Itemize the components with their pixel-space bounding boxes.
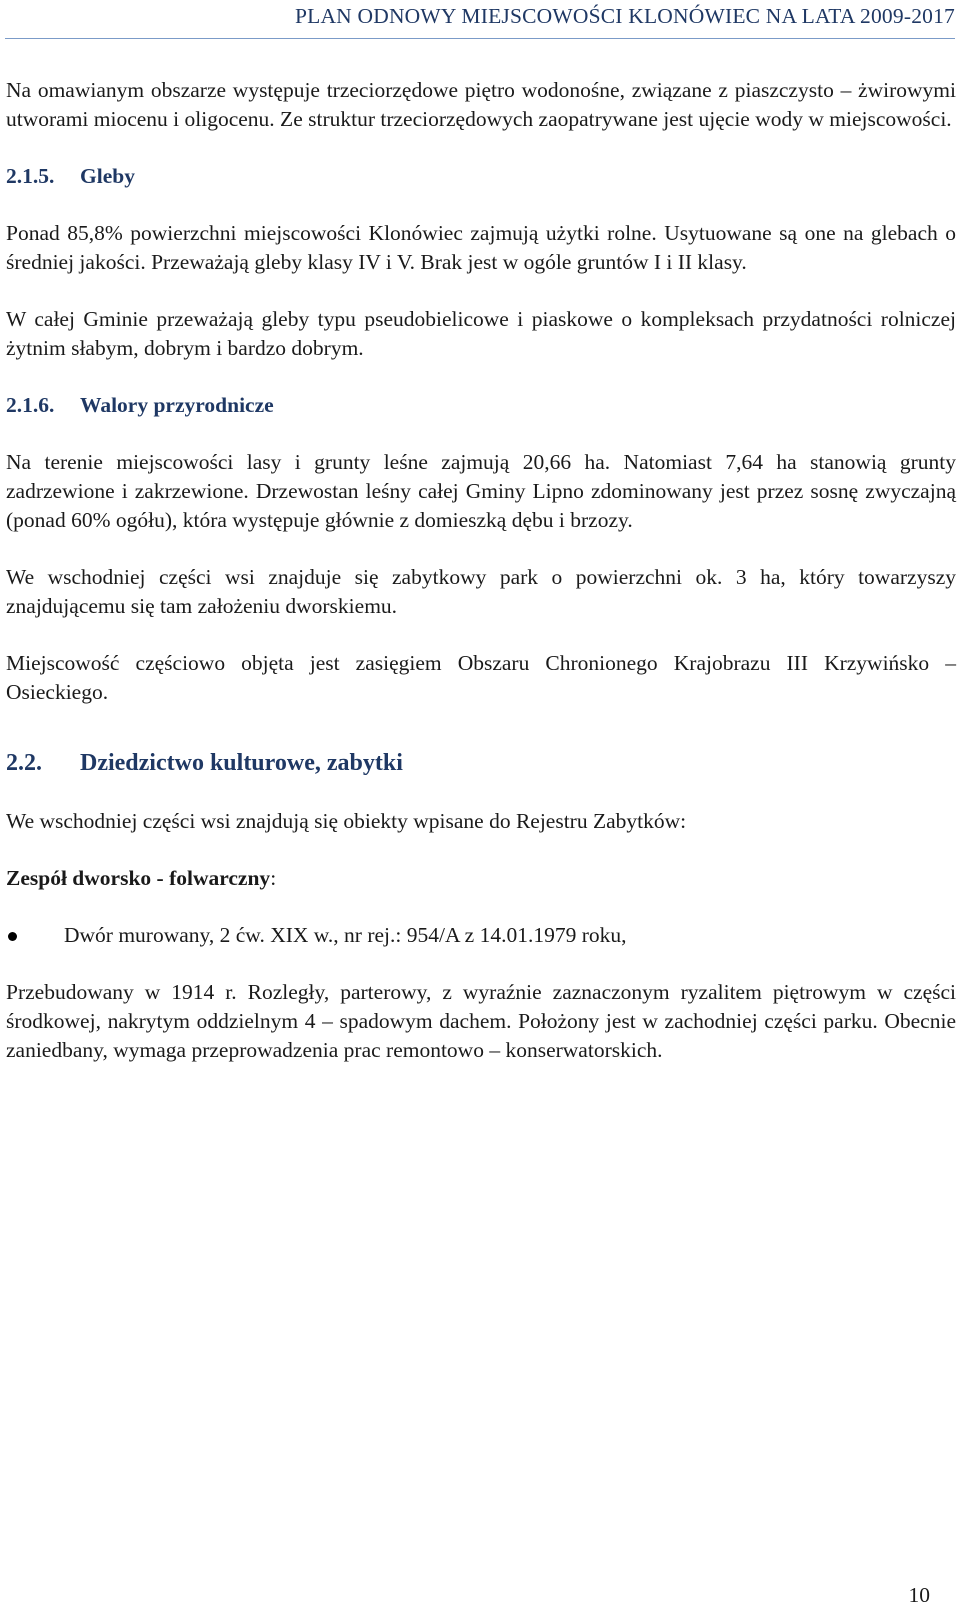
section-title: Dziedzictwo kulturowe, zabytki — [80, 750, 403, 776]
paragraph-park: We wschodniej części wsi znajduje się zabytkowy park o powierzchni ok. 3 ha, który towarzyszy znajdującemu się tam założeniu dworskiemu. — [6, 565, 956, 618]
section-title: Walory przyrodnicze — [80, 393, 274, 417]
list-item-text: Dwór murowany, 2 ćw. XIX w., nr rej.: 954/A z 14.01.1979 roku, — [64, 923, 627, 947]
section-heading-heritage — [6, 747, 956, 779]
manor-complex-label: Zespół dworsko - folwarczny — [6, 866, 271, 890]
paragraph-aquifer: Na omawianym obszarze występuje trzeciorzędowe piętro wodonośne, związane z piaszczysto – żwirowymi utworami miocenu i oligocenu. Ze struktur trzeciorzędowych zaopatrywane jest ujęcie wody w miejscowości. — [6, 78, 956, 131]
section-number: 2.2. — [6, 750, 42, 776]
paragraph-soils-commune: W całej Gminie przeważają gleby typu pseudobielicowe i piaskowe o kompleksach przydatności rolniczej żytnim słabym, dobrym i bardzo dobrym. — [6, 307, 956, 360]
page-number: 10 — [908, 1583, 930, 1607]
paragraph-protected-area: Miejscowość częściowo objęta jest zasięgiem Obszaru Chronionego Krajobrazu III Krzywińsko – Osieckiego. — [6, 651, 956, 704]
bullet-icon — [8, 932, 17, 941]
manor-complex-heading — [6, 864, 956, 893]
paragraph-manor-description: Przebudowany w 1914 r. Rozległy, parterowy, z wyraźnie zaznaczonym ryzalitem piętrowym w części środkowej, nakrytym oddzielnym 4 – spadowym dachem. Położony jest w zachodniej części parku. Obecnie zaniedbany, wymaga przeprowadzenia prac remontowo – konserwatorskich. — [6, 980, 956, 1062]
page-header — [5, 0, 955, 39]
paragraph-register: We wschodniej części wsi znajdują się obiekty wpisane do Rejestru Zabytków: — [6, 809, 687, 833]
document-title: PLAN ODNOWY MIEJSCOWOŚCI KLONÓWIEC NA LATA 2009-2017 — [294, 4, 955, 28]
section-heading-soils — [6, 162, 956, 191]
section-number: 2.1.6. — [6, 393, 55, 417]
paragraph-soils-local: Ponad 85,8% powierzchni miejscowości Klonówiec zajmują użytki rolne. Usytuowane są one na glebach o średniej jakości. Przeważają gleby klasy IV i V. Brak jest w ogóle gruntów I i II klasy. — [6, 221, 956, 274]
document-body — [6, 76, 956, 1093]
manor-complex-colon: : — [270, 866, 277, 890]
paragraph-forests: Na terenie miejscowości lasy i grunty leśne zajmują 20,66 ha. Natomiast 7,64 ha stanowią grunty zadrzewione i zakrzewione. Drzewostan leśny całej Gminy Lipno zdominowany jest przez sosnę zwyczajną (ponad 60% ogółu), która występuje głównie z domieszką dębu i brzozy. — [6, 450, 956, 532]
list-item — [6, 921, 956, 950]
section-title: Gleby — [80, 164, 135, 188]
heritage-list — [6, 921, 956, 950]
section-number: 2.1.5. — [6, 164, 55, 188]
section-heading-nature — [6, 391, 956, 420]
